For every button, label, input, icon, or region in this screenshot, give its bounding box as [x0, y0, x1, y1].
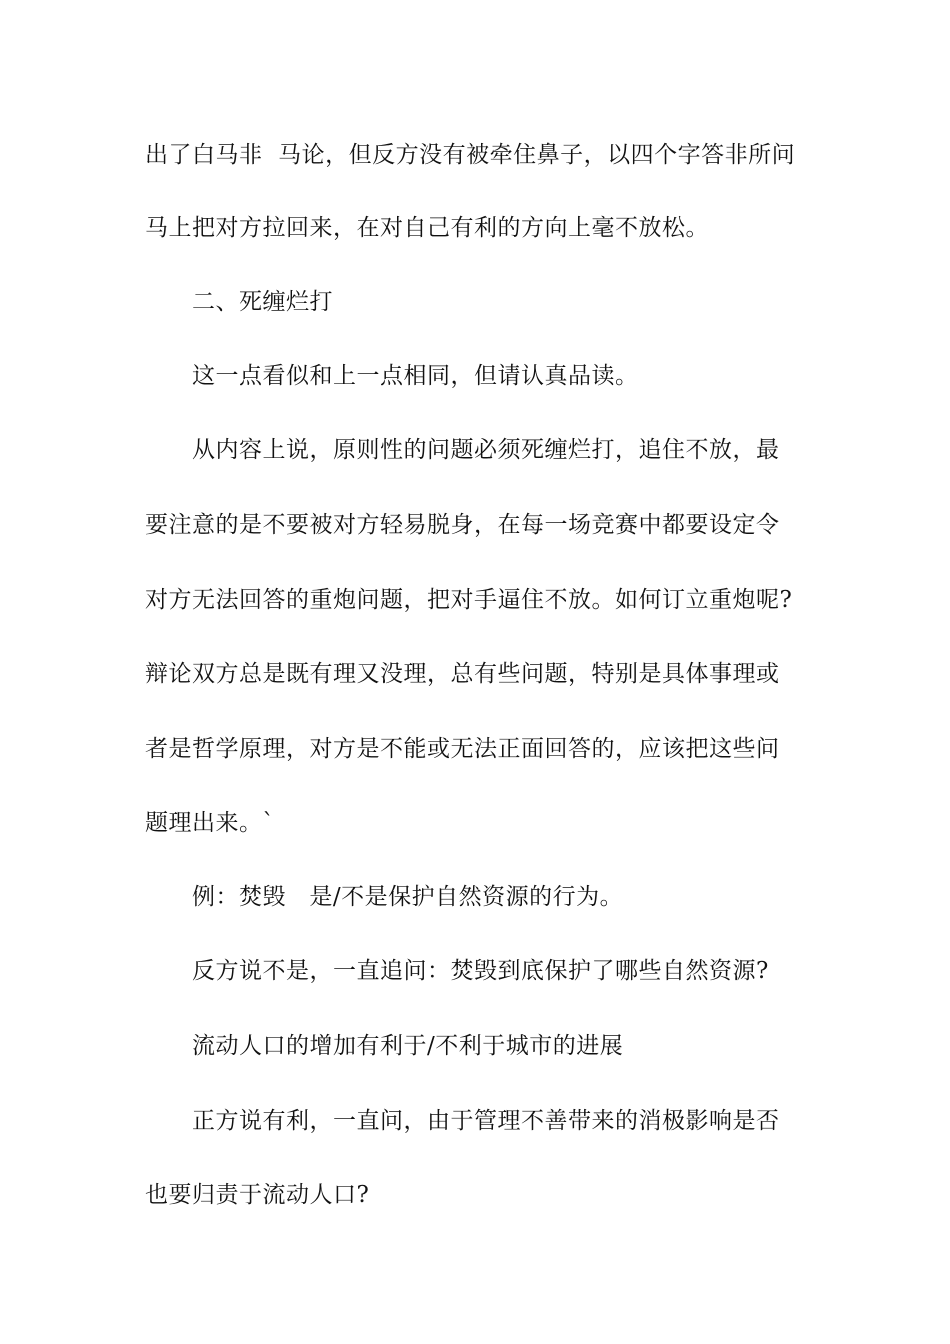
example-line: 流动人口的增加有利于/不利于城市的进展	[192, 1033, 624, 1059]
text-line: 反方说不是，一直追问：焚毁到底保护了哪些自然资源?	[192, 958, 769, 984]
text-line: 也要归责于流动人口?	[145, 1182, 370, 1208]
section-heading: 二、死缠烂打	[192, 289, 333, 315]
text-line: 辩论双方总是既有理又没理，总有些问题，特别是具体事理或	[145, 661, 780, 687]
text-line: 者是哲学原理，对方是不能或无法正面回答的，应该把这些问	[145, 736, 780, 762]
text-line: 出了白马非 马论，但反方没有被牵住鼻子，以四个字答非所问	[145, 142, 796, 168]
text-line: 这一点看似和上一点相同，但请认真品读。	[192, 363, 639, 389]
text-line: 对方无法回答的重炮问题，把对手逼住不放。如何订立重炮呢?	[145, 587, 793, 613]
text-line: 要注意的是不要被对方轻易脱身，在每一场竞赛中都要设定令	[145, 512, 780, 538]
text-line: 正方说有利，一直问，由于管理不善带来的消极影响是否	[192, 1108, 780, 1134]
text-line: 从内容上说，原则性的问题必须死缠烂打，追住不放，最	[192, 437, 780, 463]
text-line: 马上把对方拉回来，在对自己有利的方向上毫不放松。	[145, 215, 709, 241]
example-line: 例：焚毁 是/不是保护自然资源的行为。	[192, 884, 624, 910]
text-line: 题理出来。`	[145, 810, 275, 836]
